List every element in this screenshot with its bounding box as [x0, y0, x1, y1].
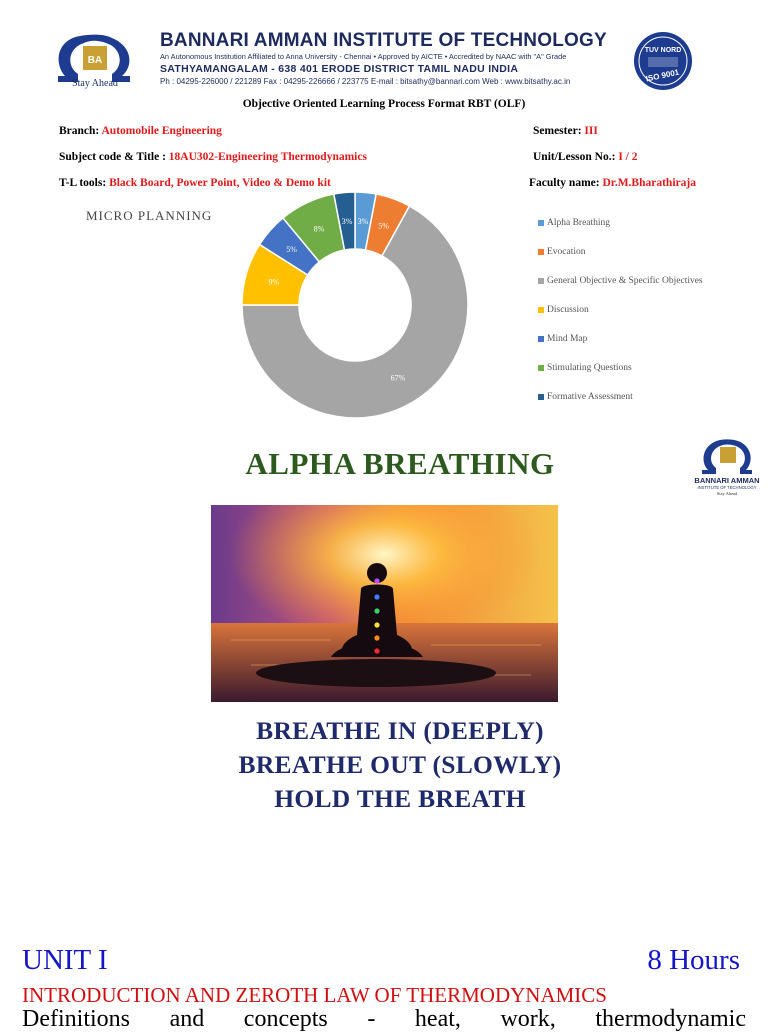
donut-data-label: 5% [286, 245, 297, 255]
branch-label: Branch: [59, 125, 100, 137]
chart-legend [538, 208, 703, 411]
unit-body-text: Definitions and concepts - heat, work, thermodynamic [22, 1006, 746, 1032]
tools-label: T-L tools: [59, 177, 107, 189]
legend-item [538, 208, 703, 237]
branch-value: Automobile Engineering [101, 125, 222, 137]
unit-lesson-value: I / 2 [618, 151, 638, 163]
small-logo-subtitle: INSTITUTE OF TECHNOLOGY [697, 485, 757, 490]
legend-item [538, 237, 703, 266]
breathe-in-text: BREATHE IN (DEEPLY) [256, 716, 544, 745]
donut-data-label: 3% [341, 216, 353, 226]
unit-hours: 8 Hours [647, 944, 740, 976]
breathe-out-text: BREATHE OUT (SLOWLY) [238, 750, 562, 779]
svg-text:BA: BA [87, 55, 103, 66]
institute-name: BANNARI AMMAN INSTITUTE OF TECHNOLOGY [160, 30, 607, 51]
iso-certification-badge [630, 30, 696, 92]
iso-badge-bottom-text: ISO 9001 [645, 67, 680, 84]
micro-planning-donut-chart [230, 192, 480, 432]
donut-data-label: 8% [313, 224, 325, 234]
iso-badge-top-text: TUV NORD [644, 47, 682, 54]
faculty-row [529, 177, 696, 189]
semester-label: Semester: [533, 125, 582, 137]
institute-address: SATHYAMANGALAM - 638 401 ERODE DISTRICT TAMIL NADU INDIA [160, 63, 519, 75]
legend-label: Stimulating Questions [547, 362, 632, 373]
meditation-image [211, 505, 558, 702]
branch-row [59, 125, 222, 137]
tools-value: Black Board, Power Point, Video & Demo kit [109, 177, 331, 189]
subject-value: 18AU302-Engineering Thermodynamics [168, 151, 367, 163]
legend-label: Evocation [547, 246, 586, 257]
alpha-breathing-title: ALPHA BREATHING [245, 446, 555, 481]
institute-affiliation: An Autonomous Institution Affiliated to Anna University - Chennai • Approved by AICTE • Accredited by NAAC with "A" Grade [160, 52, 567, 61]
legend-swatch [538, 307, 544, 313]
legend-label: Discussion [547, 304, 589, 315]
subject-label: Subject code & Title : [59, 151, 166, 163]
legend-swatch [538, 220, 544, 226]
semester-row [533, 125, 598, 137]
unit-lesson-row [533, 151, 637, 163]
legend-swatch [538, 278, 544, 284]
legend-label: Formative Assessment [547, 391, 633, 402]
institute-contact: Ph : 04295-226000 / 221289 Fax : 04295-226666 / 223775 E-mail : bitsathy@bannari.com Web : www.bitsathy.ac.in [160, 77, 571, 86]
legend-swatch [538, 249, 544, 255]
legend-label: Mind Map [547, 333, 588, 344]
tools-row [59, 177, 331, 189]
faculty-value: Dr.M.Bharathiraja [602, 177, 696, 189]
faculty-label: Faculty name: [529, 177, 600, 189]
semester-value: III [584, 125, 598, 137]
legend-item [538, 324, 703, 353]
hold-breath-text: HOLD THE BREATH [274, 784, 526, 813]
legend-item [538, 295, 703, 324]
donut-data-label: 5% [378, 221, 389, 231]
logo-tagline: Stay Ahead [72, 78, 118, 89]
donut-data-label: 3% [357, 216, 369, 226]
unit-subtitle: INTRODUCTION AND ZEROTH LAW OF THERMODYNAMICS [22, 983, 607, 1007]
legend-label: Alpha Breathing [547, 217, 611, 228]
small-logo-tagline: Stay Ahead [716, 491, 738, 496]
legend-item [538, 382, 703, 411]
unit-title: UNIT I [22, 944, 108, 976]
donut-data-label: 67% [390, 373, 406, 383]
unit-lesson-label: Unit/Lesson No.: [533, 151, 616, 163]
donut-data-label: 9% [268, 277, 280, 287]
subject-row [59, 151, 367, 163]
document-title: Objective Oriented Learning Process Format RBT (OLF) [242, 98, 526, 110]
legend-label: General Objective & Specific Objectives [547, 275, 703, 286]
legend-item [538, 353, 703, 382]
micro-planning-label: MICRO PLANNING [86, 208, 213, 223]
institute-logo-small [686, 434, 768, 496]
legend-item [538, 266, 703, 295]
legend-swatch [538, 394, 544, 400]
legend-swatch [538, 336, 544, 342]
legend-swatch [538, 365, 544, 371]
small-logo-name: BANNARI AMMAN [694, 476, 760, 485]
